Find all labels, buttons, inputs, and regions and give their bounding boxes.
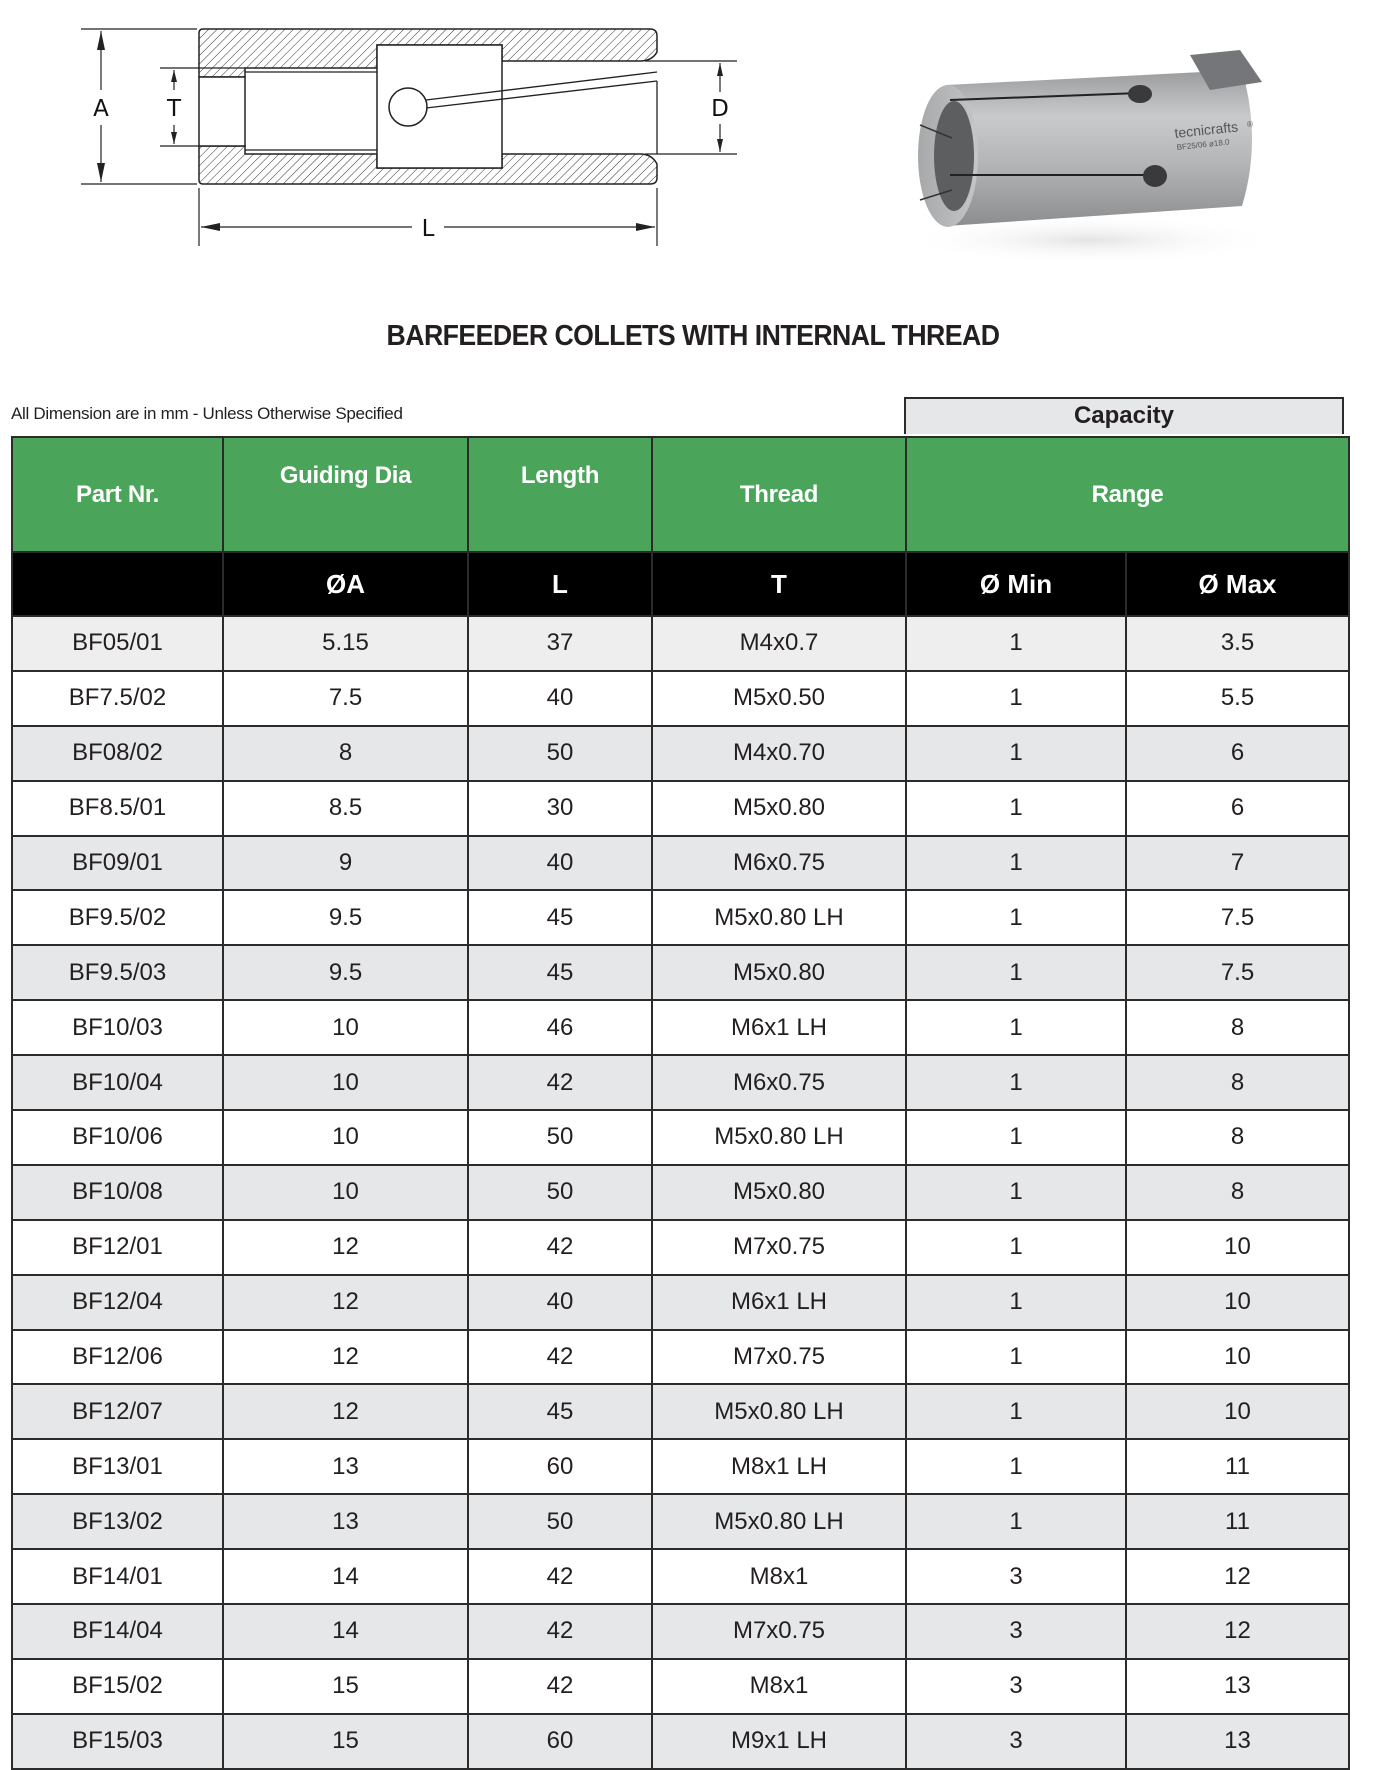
cell-guiding-dia: 9.5 <box>223 890 468 945</box>
cell-thread: M6x0.75 <box>652 836 906 891</box>
cell-guiding-dia: 12 <box>223 1330 468 1385</box>
cell-part-nr: BF12/04 <box>12 1275 223 1330</box>
header-guiding-dia: Guiding Dia <box>223 437 468 552</box>
table-row <box>12 1330 1349 1385</box>
header-row <box>12 437 1349 552</box>
cell-thread: M5x0.80 <box>652 781 906 836</box>
subheader-row <box>12 552 1349 616</box>
header-part-nr: Part Nr. <box>12 437 223 552</box>
cell-length: 40 <box>468 836 652 891</box>
cell-guiding-dia: 15 <box>223 1714 468 1769</box>
cell-guiding-dia: 12 <box>223 1275 468 1330</box>
page-title: BARFEEDER COLLETS WITH INTERNAL THREAD <box>386 320 1000 352</box>
dimension-d-label: D <box>711 96 729 122</box>
table-row <box>12 1165 1349 1220</box>
subheader-thread-t: T <box>652 552 906 616</box>
dimension-d <box>645 61 737 154</box>
cell-length: 42 <box>468 1220 652 1275</box>
cell-guiding-dia: 5.15 <box>223 616 468 671</box>
cell-max: 11 <box>1126 1494 1349 1549</box>
cell-length: 60 <box>468 1714 652 1769</box>
collet-cross-section-diagram <box>0 0 760 260</box>
cell-max: 8 <box>1126 1165 1349 1220</box>
cell-guiding-dia: 10 <box>223 1000 468 1055</box>
cell-guiding-dia: 14 <box>223 1549 468 1604</box>
table-row <box>12 1384 1349 1439</box>
cell-guiding-dia: 12 <box>223 1220 468 1275</box>
cell-min: 1 <box>906 671 1126 726</box>
cell-length: 50 <box>468 1165 652 1220</box>
cell-guiding-dia: 10 <box>223 1055 468 1110</box>
cell-thread: M6x1 LH <box>652 1275 906 1330</box>
cell-max: 8 <box>1126 1055 1349 1110</box>
cell-max: 13 <box>1126 1659 1349 1714</box>
cell-max: 6 <box>1126 781 1349 836</box>
table-row <box>12 1220 1349 1275</box>
table-body <box>12 616 1349 1769</box>
cell-length: 42 <box>468 1549 652 1604</box>
subheader-max: Ø Max <box>1126 552 1349 616</box>
cell-thread: M5x0.80 LH <box>652 1494 906 1549</box>
cell-min: 1 <box>906 1220 1126 1275</box>
header-range: Range <box>906 437 1349 552</box>
table-row <box>12 1714 1349 1769</box>
collet-body-section <box>199 29 657 184</box>
cell-part-nr: BF13/02 <box>12 1494 223 1549</box>
header-thread: Thread <box>652 437 906 552</box>
cell-part-nr: BF08/02 <box>12 726 223 781</box>
cell-length: 50 <box>468 1110 652 1165</box>
dimension-l <box>199 188 657 246</box>
cell-thread: M8x1 LH <box>652 1439 906 1494</box>
cell-thread: M4x0.70 <box>652 726 906 781</box>
cell-min: 1 <box>906 1439 1126 1494</box>
table-row <box>12 1604 1349 1659</box>
capacity-header: Capacity <box>904 397 1344 434</box>
cell-min: 1 <box>906 781 1126 836</box>
table-row <box>12 616 1349 671</box>
cell-length: 45 <box>468 1384 652 1439</box>
cell-thread: M5x0.80 LH <box>652 1110 906 1165</box>
cell-max: 5.5 <box>1126 671 1349 726</box>
cell-thread: M6x1 LH <box>652 1000 906 1055</box>
collet-product-image <box>890 30 1290 270</box>
cell-thread: M9x1 LH <box>652 1714 906 1769</box>
cell-min: 1 <box>906 1055 1126 1110</box>
cell-min: 1 <box>906 1494 1126 1549</box>
cell-thread: M4x0.7 <box>652 616 906 671</box>
cell-length: 40 <box>468 1275 652 1330</box>
dimension-t-label: T <box>166 96 182 122</box>
cell-part-nr: BF13/01 <box>12 1439 223 1494</box>
cell-max: 7.5 <box>1126 945 1349 1000</box>
subheader-min: Ø Min <box>906 552 1126 616</box>
cell-min: 1 <box>906 836 1126 891</box>
cell-thread: M7x0.75 <box>652 1604 906 1659</box>
dimension-note: All Dimension are in mm - Unless Otherwise Specified <box>11 404 403 423</box>
cell-part-nr: BF10/08 <box>12 1165 223 1220</box>
part-marking: BF25/06 ø18.0 <box>1176 137 1230 152</box>
subheader-diameter-a: ØA <box>223 552 468 616</box>
cell-thread: M5x0.80 <box>652 1165 906 1220</box>
cell-min: 1 <box>906 1384 1126 1439</box>
cell-part-nr: BF14/04 <box>12 1604 223 1659</box>
cell-min: 1 <box>906 1330 1126 1385</box>
table-row <box>12 1494 1349 1549</box>
cell-part-nr: BF14/01 <box>12 1549 223 1604</box>
cell-part-nr: BF12/01 <box>12 1220 223 1275</box>
table-row <box>12 1110 1349 1165</box>
brand-marking: tecnicrafts <box>1173 118 1239 141</box>
cell-max: 12 <box>1126 1604 1349 1659</box>
table-row <box>12 1439 1349 1494</box>
cell-length: 46 <box>468 1000 652 1055</box>
cell-length: 30 <box>468 781 652 836</box>
cell-min: 3 <box>906 1659 1126 1714</box>
cell-guiding-dia: 7.5 <box>223 671 468 726</box>
cell-part-nr: BF15/02 <box>12 1659 223 1714</box>
cell-part-nr: BF9.5/03 <box>12 945 223 1000</box>
cell-thread: M5x0.80 LH <box>652 1384 906 1439</box>
registered-mark: ® <box>1247 120 1253 129</box>
cell-part-nr: BF15/03 <box>12 1714 223 1769</box>
cell-min: 1 <box>906 1165 1126 1220</box>
cell-part-nr: BF7.5/02 <box>12 671 223 726</box>
cell-part-nr: BF10/03 <box>12 1000 223 1055</box>
cell-max: 7.5 <box>1126 890 1349 945</box>
subheader-part-nr <box>12 552 223 616</box>
cell-max: 13 <box>1126 1714 1349 1769</box>
cell-guiding-dia: 14 <box>223 1604 468 1659</box>
cell-min: 1 <box>906 1110 1126 1165</box>
cell-guiding-dia: 9 <box>223 836 468 891</box>
cell-min: 1 <box>906 1000 1126 1055</box>
cell-max: 10 <box>1126 1330 1349 1385</box>
cell-max: 8 <box>1126 1000 1349 1055</box>
cell-length: 45 <box>468 945 652 1000</box>
cell-length: 42 <box>468 1659 652 1714</box>
cell-length: 42 <box>468 1055 652 1110</box>
cell-guiding-dia: 9.5 <box>223 945 468 1000</box>
cell-part-nr: BF8.5/01 <box>12 781 223 836</box>
cell-length: 45 <box>468 890 652 945</box>
cell-max: 6 <box>1126 726 1349 781</box>
cell-part-nr: BF05/01 <box>12 616 223 671</box>
cell-part-nr: BF9.5/02 <box>12 890 223 945</box>
dimension-l-label: L <box>421 216 435 242</box>
table-row <box>12 1000 1349 1055</box>
cell-max: 7 <box>1126 836 1349 891</box>
table-row <box>12 1055 1349 1110</box>
cell-thread: M8x1 <box>652 1549 906 1604</box>
cell-length: 60 <box>468 1439 652 1494</box>
cell-thread: M7x0.75 <box>652 1330 906 1385</box>
cell-guiding-dia: 13 <box>223 1439 468 1494</box>
cell-part-nr: BF10/04 <box>12 1055 223 1110</box>
header-length: Length <box>468 437 652 552</box>
table-row <box>12 836 1349 891</box>
cell-guiding-dia: 12 <box>223 1384 468 1439</box>
cell-length: 37 <box>468 616 652 671</box>
cell-max: 12 <box>1126 1549 1349 1604</box>
cell-max: 10 <box>1126 1275 1349 1330</box>
table-row <box>12 781 1349 836</box>
cell-guiding-dia: 10 <box>223 1110 468 1165</box>
cell-guiding-dia: 13 <box>223 1494 468 1549</box>
cell-length: 50 <box>468 726 652 781</box>
cell-thread: M5x0.50 <box>652 671 906 726</box>
cell-part-nr: BF12/06 <box>12 1330 223 1385</box>
cell-thread: M7x0.75 <box>652 1220 906 1275</box>
collet-spec-table <box>11 436 1350 1770</box>
cell-length: 42 <box>468 1330 652 1385</box>
cell-max: 10 <box>1126 1384 1349 1439</box>
cell-guiding-dia: 8 <box>223 726 468 781</box>
dimension-a-label: A <box>93 96 109 122</box>
cell-guiding-dia: 8.5 <box>223 781 468 836</box>
subheader-length-l: L <box>468 552 652 616</box>
table-row <box>12 671 1349 726</box>
cell-max: 10 <box>1126 1220 1349 1275</box>
cell-thread: M5x0.80 <box>652 945 906 1000</box>
cell-guiding-dia: 10 <box>223 1165 468 1220</box>
cell-part-nr: BF09/01 <box>12 836 223 891</box>
cell-length: 42 <box>468 1604 652 1659</box>
cell-length: 40 <box>468 671 652 726</box>
cell-max: 11 <box>1126 1439 1349 1494</box>
table-row <box>12 1659 1349 1714</box>
cell-length: 50 <box>468 1494 652 1549</box>
cell-min: 3 <box>906 1604 1126 1659</box>
table-row <box>12 726 1349 781</box>
cell-part-nr: BF12/07 <box>12 1384 223 1439</box>
cell-thread: M8x1 <box>652 1659 906 1714</box>
table-row <box>12 1275 1349 1330</box>
cell-min: 3 <box>906 1714 1126 1769</box>
cell-min: 1 <box>906 616 1126 671</box>
cell-min: 1 <box>906 726 1126 781</box>
cell-max: 8 <box>1126 1110 1349 1165</box>
cell-thread: M5x0.80 LH <box>652 890 906 945</box>
cell-part-nr: BF10/06 <box>12 1110 223 1165</box>
cell-min: 1 <box>906 1275 1126 1330</box>
table-row <box>12 1549 1349 1604</box>
cell-min: 3 <box>906 1549 1126 1604</box>
cell-max: 3.5 <box>1126 616 1349 671</box>
table-row <box>12 945 1349 1000</box>
cell-guiding-dia: 15 <box>223 1659 468 1714</box>
cell-thread: M6x0.75 <box>652 1055 906 1110</box>
cell-min: 1 <box>906 945 1126 1000</box>
cell-min: 1 <box>906 890 1126 945</box>
table-row <box>12 890 1349 945</box>
